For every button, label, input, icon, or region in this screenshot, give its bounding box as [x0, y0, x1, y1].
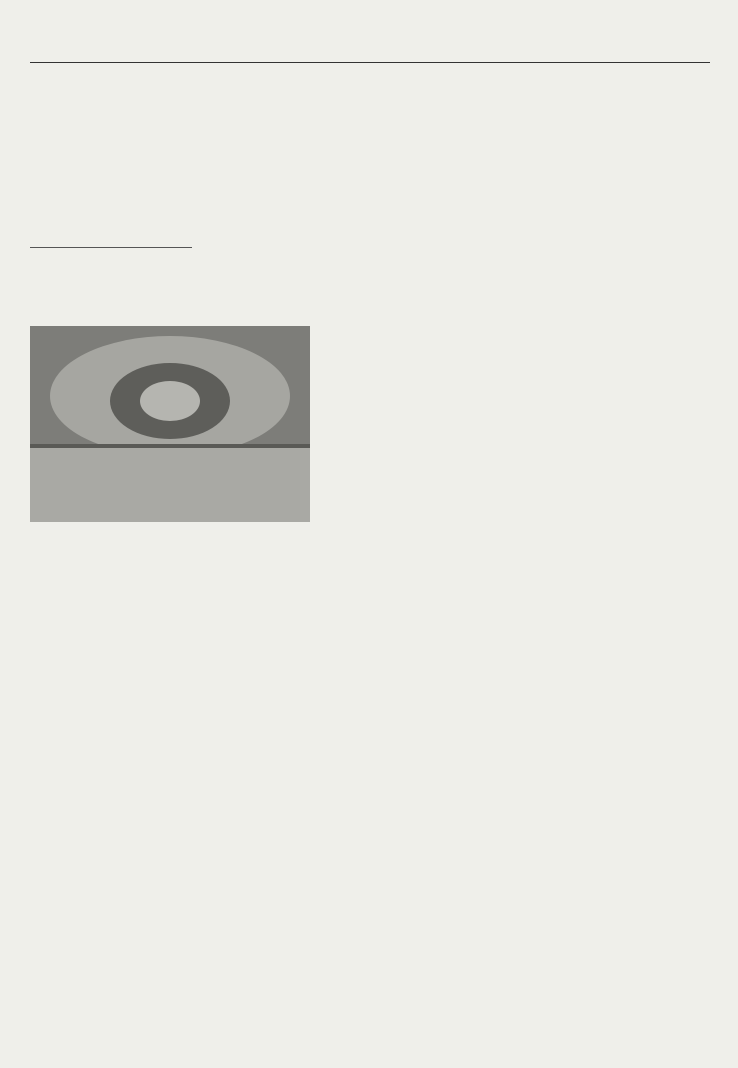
article1-col2-text [202, 278, 308, 322]
inscription-stone-photo [30, 326, 310, 522]
article1-byline [30, 246, 192, 248]
masthead [30, 48, 710, 63]
article1-col2-intro [202, 244, 308, 264]
article1-col1-text [30, 260, 128, 322]
inscription-stone-drawing [30, 326, 310, 522]
